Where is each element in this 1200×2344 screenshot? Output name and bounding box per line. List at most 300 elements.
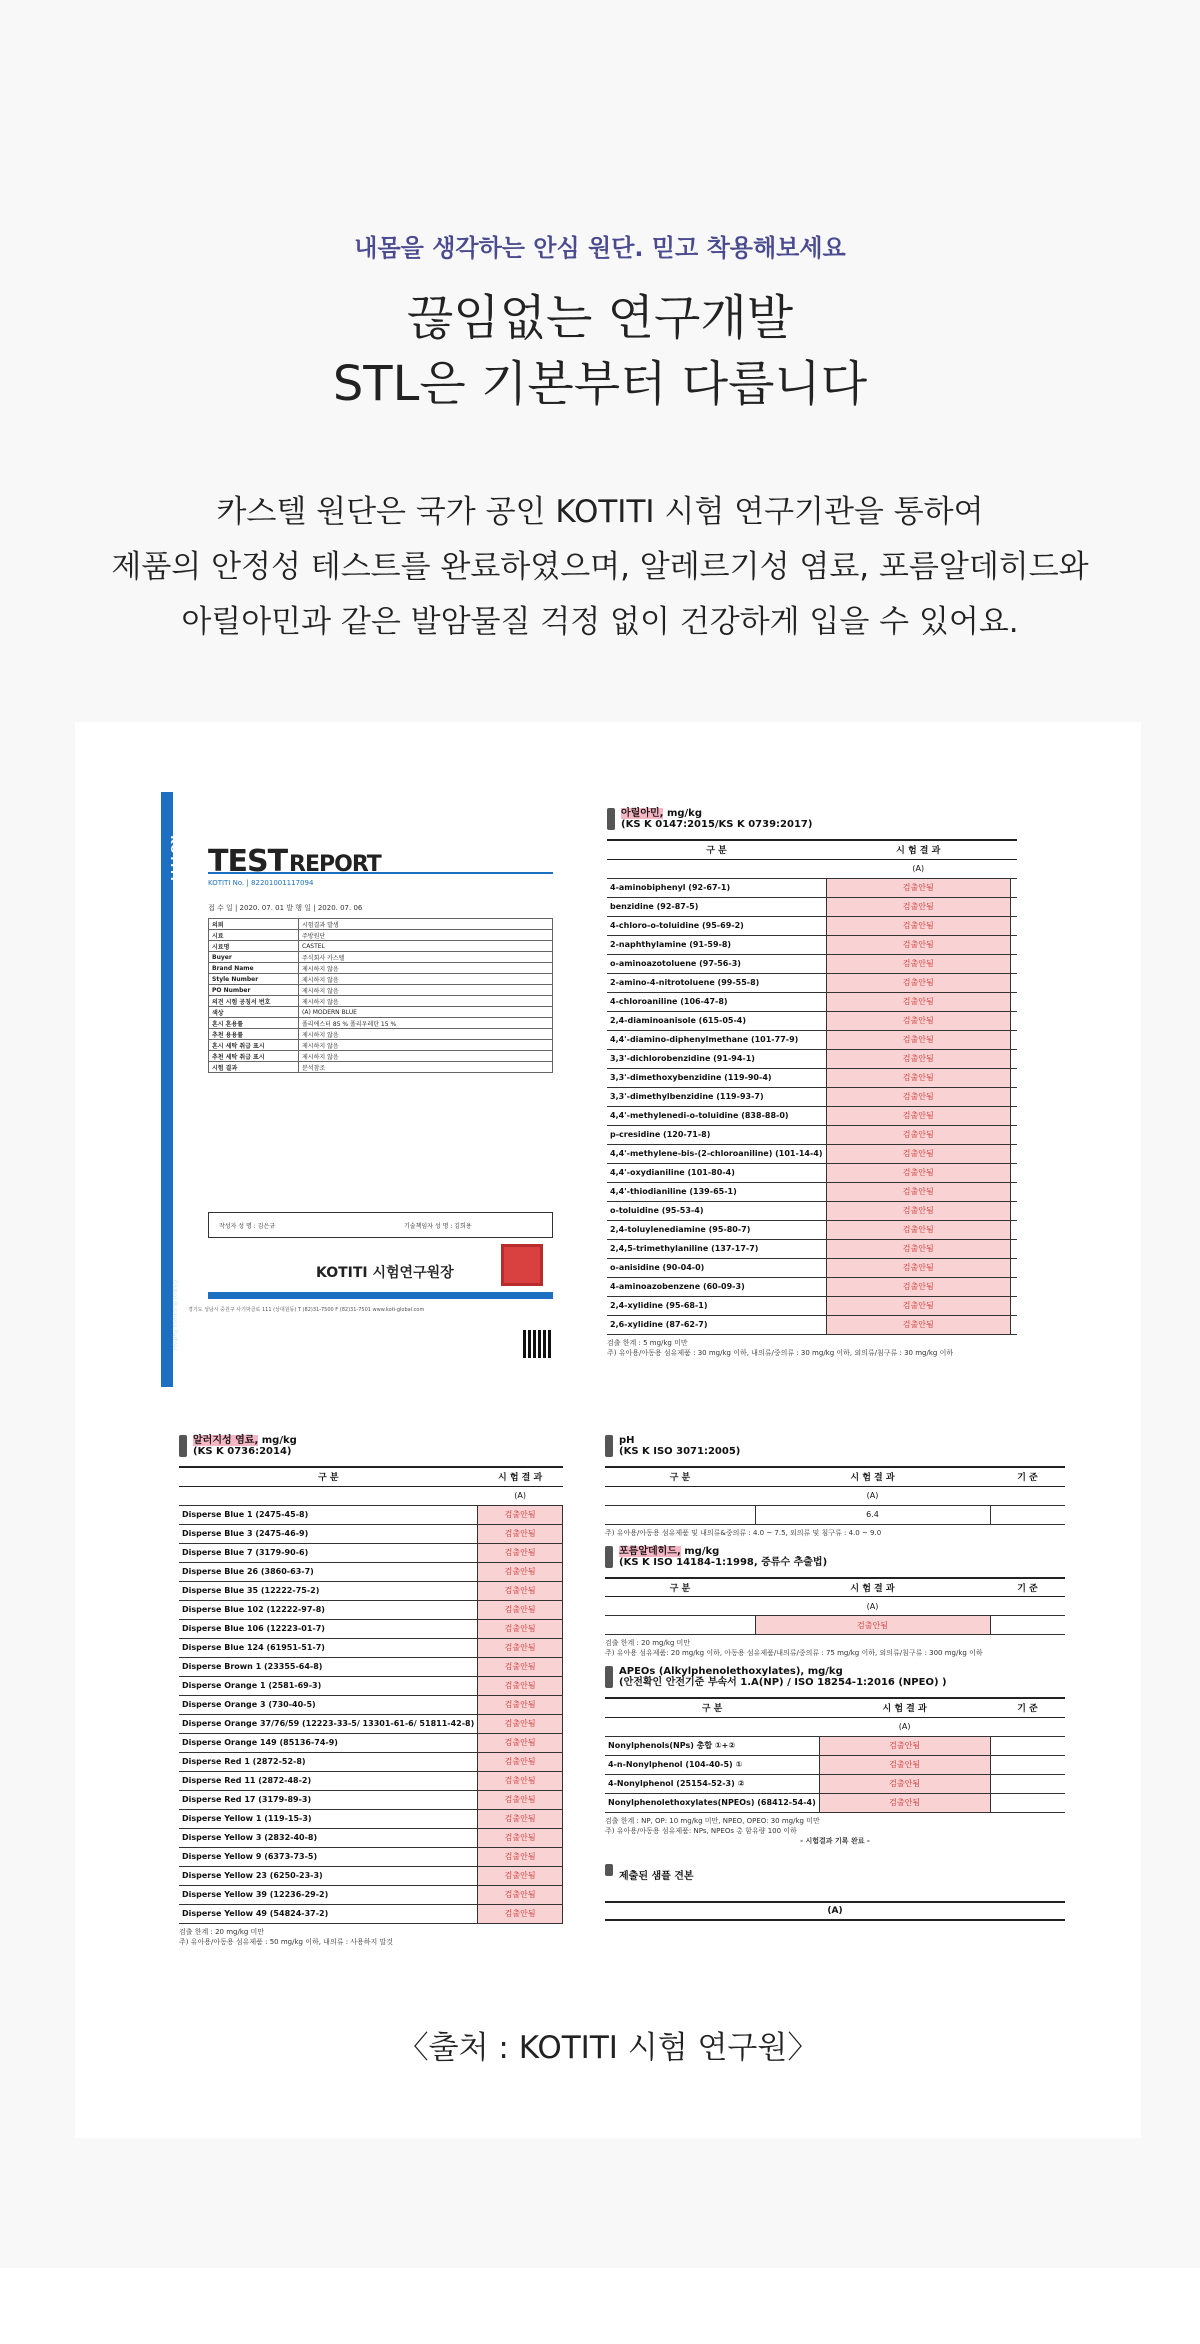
report-field-value: 제시하지 않음 bbox=[299, 974, 553, 985]
report-field-value: 제시하지 않음 bbox=[299, 1029, 553, 1040]
test-result: 검출안됨 bbox=[478, 1885, 563, 1904]
table-row bbox=[179, 1600, 563, 1619]
report-field-label: Brand Name bbox=[209, 963, 299, 974]
cell-blank bbox=[1011, 1087, 1018, 1106]
substance-name: 2,4,5-trimethylaniline (137-17-7) bbox=[607, 1239, 826, 1258]
table-row bbox=[607, 1068, 1017, 1087]
allergen-heading bbox=[179, 1435, 563, 1458]
cell-blank bbox=[605, 1486, 755, 1505]
table-row bbox=[607, 973, 1017, 992]
test-result: 검출안됨 bbox=[826, 935, 1011, 954]
substance-name: Disperse Red 11 (2872-48-2) bbox=[179, 1771, 478, 1790]
substance-name: Disperse Blue 7 (3179-90-6) bbox=[179, 1543, 478, 1562]
report-field-value: 분석참조 bbox=[299, 1062, 553, 1073]
test-result: 검출안됨 bbox=[826, 1258, 1011, 1277]
test-result: 검출안됨 bbox=[826, 1296, 1011, 1315]
table-row bbox=[179, 1847, 563, 1866]
report-field-label: 혼시 혼용률 bbox=[209, 1018, 299, 1029]
substance-name: 4,4'-diamino-diphenylmethane (101-77-9) bbox=[607, 1030, 826, 1049]
arylamine-heading bbox=[607, 808, 1017, 831]
table-row bbox=[605, 1793, 1065, 1812]
section-tag-icon bbox=[179, 1435, 187, 1457]
test-result: 검출안됨 bbox=[826, 1220, 1011, 1239]
cell-blank bbox=[1011, 1182, 1018, 1201]
report-field-value: 주식회사 카스텔 bbox=[299, 952, 553, 963]
report-footer: 경기도 성남시 중원구 사기막골로 111 (상대원동) T (82)31-7500 F (82)31-7501 www.koti-global.com bbox=[188, 1307, 425, 1313]
test-result: 검출안됨 bbox=[826, 992, 1011, 1011]
col-header: 시 험 결 과 bbox=[478, 1467, 563, 1486]
report-info-row bbox=[209, 996, 553, 1007]
substance-name: Disperse Yellow 1 (119-15-3) bbox=[179, 1809, 478, 1828]
arylamine-section bbox=[607, 808, 1017, 1358]
allergen-title-pink: 알러지성 염료, bbox=[193, 1435, 259, 1446]
formaldehyde-standard: (KS K ISO 14184-1:1998, 증류수 추출법) bbox=[619, 1556, 828, 1568]
cell-blank bbox=[1011, 954, 1018, 973]
section-title bbox=[0, 285, 1200, 417]
table-row bbox=[179, 1657, 563, 1676]
apeo-limit: 검출 한계 : NP, OP: 10 mg/kg 미만, NPEO, OPEO: 30 mg/kg 미만 bbox=[605, 1816, 820, 1825]
table-row bbox=[179, 1885, 563, 1904]
report-sig-right: 기술책임자 성 명 : 김희용 bbox=[404, 1223, 472, 1230]
title-line-1: 끊임없는 연구개발 bbox=[406, 290, 794, 346]
substance-name: 2,4-xylidine (95-68-1) bbox=[607, 1296, 826, 1315]
substance-name: Disperse Blue 106 (12223-01-7) bbox=[179, 1619, 478, 1638]
arylamine-table bbox=[607, 839, 1017, 1335]
substance-name: 4-aminoazobenzene (60-09-3) bbox=[607, 1277, 826, 1296]
cell-blank bbox=[990, 1774, 1065, 1793]
ph-value: 6.4 bbox=[755, 1505, 990, 1524]
cell-blank bbox=[1011, 935, 1018, 954]
substance-name: Disperse Red 1 (2872-52-8) bbox=[179, 1752, 478, 1771]
allergen-note: 주) 유아용/아동용 섬유제품 : 50 mg/kg 이하, 내의류 : 사용하지 말것 bbox=[179, 1937, 394, 1946]
test-result: 검출안됨 bbox=[478, 1752, 563, 1771]
substance-name: Disperse Yellow 23 (6250-23-3) bbox=[179, 1866, 478, 1885]
table-row bbox=[179, 1543, 563, 1562]
report-info-row bbox=[209, 1062, 553, 1073]
substance-name: 4,4'-thiodianiline (139-65-1) bbox=[607, 1182, 826, 1201]
col-header: 구 분 bbox=[607, 840, 826, 859]
apeo-end: - 시험결과 기록 완료 - bbox=[800, 1836, 870, 1845]
allergen-section bbox=[179, 1435, 563, 1947]
table-row bbox=[607, 1087, 1017, 1106]
substance-name: 3,3'-dimethylbenzidine (119-93-7) bbox=[607, 1087, 826, 1106]
test-result: 검출안됨 bbox=[478, 1676, 563, 1695]
test-result: 검출안됨 bbox=[826, 954, 1011, 973]
report-field-label: 추천 세탁 취급 표시 bbox=[209, 1051, 299, 1062]
substance-name: o-anisidine (90-04-0) bbox=[607, 1258, 826, 1277]
arylamine-limit: 검출 한계 : 5 mg/kg 미만 bbox=[607, 1338, 688, 1347]
apeo-title-text: APEOs (Alkylphenolethoxylates), mg/kg bbox=[619, 1666, 843, 1677]
test-result: 검출안됨 bbox=[826, 1182, 1011, 1201]
substance-name: 3,3'-dimethoxybenzidine (119-90-4) bbox=[607, 1068, 826, 1087]
test-result: 검출안됨 bbox=[819, 1736, 990, 1755]
test-result: 검출안됨 bbox=[826, 1144, 1011, 1163]
substance-name: 4,4'-methylene-bis-(2-chloroaniline) (101-14-4) bbox=[607, 1144, 826, 1163]
table-row bbox=[607, 1315, 1017, 1334]
intro-text bbox=[0, 485, 1200, 650]
cell-blank bbox=[605, 1616, 755, 1635]
table-row bbox=[179, 1638, 563, 1657]
apeo-note: 주) 유아용/아동용 섬유제품: NPs, NPEOs 총 함유량 100 이하 bbox=[605, 1826, 797, 1835]
test-result: 검출안됨 bbox=[478, 1771, 563, 1790]
table-row bbox=[607, 1182, 1017, 1201]
report-signature-box bbox=[208, 1212, 553, 1238]
ph-title-text: pH bbox=[619, 1435, 635, 1446]
table-row bbox=[607, 1049, 1017, 1068]
table-row bbox=[607, 1239, 1017, 1258]
formaldehyde-title bbox=[619, 1546, 827, 1568]
substance-name: Disperse Red 17 (3179-89-3) bbox=[179, 1790, 478, 1809]
table-row bbox=[607, 916, 1017, 935]
col-header: 기 준 bbox=[990, 1698, 1065, 1717]
substance-name: 2-naphthylamine (91-59-8) bbox=[607, 935, 826, 954]
table-row bbox=[179, 1733, 563, 1752]
report-info-row bbox=[209, 1029, 553, 1040]
col-header: 구 분 bbox=[605, 1698, 819, 1717]
cell-blank bbox=[1011, 1201, 1018, 1220]
report-field-label: 의뢰 bbox=[209, 919, 299, 930]
table-row bbox=[607, 1144, 1017, 1163]
test-result: 검출안됨 bbox=[478, 1505, 563, 1524]
substance-name: Disperse Orange 1 (2581-69-3) bbox=[179, 1676, 478, 1695]
report-field-label: Buyer bbox=[209, 952, 299, 963]
apeo-heading bbox=[605, 1666, 1065, 1689]
page-bottom-band bbox=[0, 2268, 1200, 2344]
report-info-row bbox=[209, 930, 553, 941]
title-line-2: STL은 기본부터 다릅니다 bbox=[332, 356, 868, 412]
test-result: 검출안됨 bbox=[478, 1828, 563, 1847]
photo-sample-label: (A) bbox=[827, 1905, 843, 1916]
table-row bbox=[179, 1866, 563, 1885]
test-result: 검출안됨 bbox=[819, 1793, 990, 1812]
report-field-value: 제시하지 않음 bbox=[299, 1040, 553, 1051]
report-info-row bbox=[209, 1051, 553, 1062]
cell-blank bbox=[990, 1717, 1065, 1736]
section-subtitle: 내몸을 생각하는 안심 원단. 믿고 착용해보세요 bbox=[354, 234, 846, 262]
sample-label: (A) bbox=[755, 1597, 990, 1616]
test-result: 검출안됨 bbox=[478, 1524, 563, 1543]
cell-blank bbox=[605, 1505, 755, 1524]
cell-blank bbox=[990, 1793, 1065, 1812]
table-row bbox=[607, 1201, 1017, 1220]
substance-name: Nonylphenols(NPs) 총합 ①+② bbox=[605, 1736, 819, 1755]
intro-line-3: 아릴아민과 같은 발암물질 걱정 없이 건강하게 입을 수 있어요. bbox=[181, 604, 1019, 640]
sample-label: (A) bbox=[478, 1486, 563, 1505]
table-row bbox=[605, 1755, 1065, 1774]
substance-name: 4-aminobiphenyl (92-67-1) bbox=[607, 878, 826, 897]
cell-blank bbox=[1011, 1049, 1018, 1068]
table-row bbox=[179, 1581, 563, 1600]
cell-blank bbox=[1011, 1239, 1018, 1258]
cell-blank bbox=[1011, 1315, 1018, 1334]
sample-label: (A) bbox=[819, 1717, 990, 1736]
table-row bbox=[607, 935, 1017, 954]
arylamine-title-unit: mg/kg bbox=[666, 808, 702, 819]
table-row bbox=[607, 897, 1017, 916]
report-info-row bbox=[209, 919, 553, 930]
table-row bbox=[607, 1106, 1017, 1125]
test-result: 검출안됨 bbox=[826, 1315, 1011, 1334]
col-header-blank bbox=[1011, 840, 1018, 859]
substance-name: Disperse Orange 3 (730-40-5) bbox=[179, 1695, 478, 1714]
cell-blank bbox=[1011, 897, 1018, 916]
section-tag-icon bbox=[605, 1864, 613, 1876]
certificate-panel bbox=[75, 722, 1141, 2138]
ph-section bbox=[605, 1435, 1065, 1921]
report-field-label: Style Number bbox=[209, 974, 299, 985]
table-row bbox=[607, 1030, 1017, 1049]
report-title-report: REPORT bbox=[289, 852, 381, 877]
table-row bbox=[607, 1125, 1017, 1144]
col-header: 시 험 결 과 bbox=[755, 1467, 990, 1486]
cell-blank bbox=[990, 1736, 1065, 1755]
report-info-row bbox=[209, 985, 553, 996]
table-row bbox=[179, 1714, 563, 1733]
test-result: 검출안됨 bbox=[478, 1657, 563, 1676]
report-field-value: 제시하지 않음 bbox=[299, 996, 553, 1007]
intro-line-1: 카스텔 원단은 국가 공인 KOTITI 시험 연구기관을 통하여 bbox=[216, 494, 984, 530]
report-field-label: 시료 bbox=[209, 930, 299, 941]
report-field-label: 의견 시험 공칭서 번호 bbox=[209, 996, 299, 1007]
cell-blank bbox=[1011, 992, 1018, 1011]
col-header: 기 준 bbox=[990, 1467, 1065, 1486]
test-result: 검출안됨 bbox=[826, 1049, 1011, 1068]
cell-blank bbox=[990, 1597, 1065, 1616]
table-row bbox=[607, 1220, 1017, 1239]
table-row bbox=[607, 992, 1017, 1011]
table-row bbox=[179, 1904, 563, 1923]
substance-name: 2,6-xylidine (87-62-7) bbox=[607, 1315, 826, 1334]
test-result: 검출안됨 bbox=[478, 1695, 563, 1714]
table-row bbox=[179, 1695, 563, 1714]
report-info-row bbox=[209, 952, 553, 963]
cell-blank bbox=[1011, 1144, 1018, 1163]
table-row bbox=[179, 1619, 563, 1638]
test-result: 검출안됨 bbox=[478, 1562, 563, 1581]
report-field-label: 추천 용용률 bbox=[209, 1029, 299, 1040]
table-row bbox=[607, 1296, 1017, 1315]
allergen-table bbox=[179, 1466, 563, 1924]
intro-line-2: 제품의 안정성 테스트를 완료하였으며, 알레르기성 염료, 포름알데히드와 bbox=[111, 549, 1089, 585]
col-header: 기 준 bbox=[990, 1578, 1065, 1597]
report-side-band bbox=[161, 792, 181, 1387]
cell-blank bbox=[1011, 859, 1018, 878]
test-result: 검출안됨 bbox=[826, 1125, 1011, 1144]
substance-name: Disperse Orange 149 (85136-74-9) bbox=[179, 1733, 478, 1752]
test-result: 검출안됨 bbox=[819, 1774, 990, 1793]
substance-name: o-aminoazotoluene (97-56-3) bbox=[607, 954, 826, 973]
photo-title: 제출된 샘플 견본 bbox=[619, 1870, 694, 1882]
formaldehyde-note: 주) 유아용 섬유제품: 20 mg/kg 이하, 아동용 섬유제품/내의류/중의류 : 75 mg/kg 이하, 외의류/침구류 : 300 mg/kg 이하 bbox=[605, 1649, 983, 1657]
report-meta bbox=[208, 878, 362, 914]
test-result: 검출안됨 bbox=[478, 1904, 563, 1923]
report-number: KOTITI No. | 82201001117094 bbox=[208, 879, 314, 887]
report-dates: 접 수 일 | 2020. 07. 01 발 행 일 | 2020. 07. 06 bbox=[208, 904, 363, 912]
substance-name: Disperse Blue 35 (12222-75-2) bbox=[179, 1581, 478, 1600]
table-row bbox=[605, 1774, 1065, 1793]
table-row bbox=[179, 1562, 563, 1581]
substance-name: Disperse Blue 1 (2475-45-8) bbox=[179, 1505, 478, 1524]
test-result: 검출안됨 bbox=[826, 1011, 1011, 1030]
cell-blank bbox=[1011, 1068, 1018, 1087]
report-info-row bbox=[209, 941, 553, 952]
table-row bbox=[179, 1752, 563, 1771]
arylamine-title bbox=[621, 808, 812, 830]
test-result: 검출안됨 bbox=[478, 1866, 563, 1885]
substance-name: 3,3'-dichlorobenzidine (91-94-1) bbox=[607, 1049, 826, 1068]
substance-name: Disperse Yellow 39 (12236-29-2) bbox=[179, 1885, 478, 1904]
substance-name: Disperse Brown 1 (23355-64-8) bbox=[179, 1657, 478, 1676]
report-info-row bbox=[209, 1007, 553, 1018]
test-result: 검출안됨 bbox=[819, 1755, 990, 1774]
report-field-label: PO Number bbox=[209, 985, 299, 996]
report-field-label: 시험 결과 bbox=[209, 1062, 299, 1073]
formaldehyde-title-unit: mg/kg bbox=[684, 1545, 720, 1557]
test-report-cover bbox=[161, 792, 556, 1387]
section-tag-icon bbox=[605, 1666, 613, 1688]
col-header: 시 험 결 과 bbox=[755, 1578, 990, 1597]
formaldehyde-table bbox=[605, 1577, 1065, 1636]
test-result: 검출안됨 bbox=[826, 1239, 1011, 1258]
table-row bbox=[607, 1163, 1017, 1182]
substance-name: Disperse Orange 37/76/59 (12223-33-5/ 13301-61-6/ 51811-42-8) bbox=[179, 1714, 478, 1733]
substance-name: Disperse Yellow 3 (2832-40-8) bbox=[179, 1828, 478, 1847]
sample-row-blank bbox=[607, 859, 826, 878]
ph-table bbox=[605, 1466, 1065, 1525]
apeo-title bbox=[619, 1666, 947, 1688]
substance-name: 4,4'-methylenedi-o-toluidine (838-88-0) bbox=[607, 1106, 826, 1125]
table-row bbox=[607, 1277, 1017, 1296]
test-result: 검출안됨 bbox=[826, 1201, 1011, 1220]
substance-name: 4,4'-oxydianiline (101-80-4) bbox=[607, 1163, 826, 1182]
allergen-limit: 검출 한계 : 20 mg/kg 미만 bbox=[179, 1927, 265, 1936]
sample-label: (A) bbox=[826, 859, 1011, 878]
cell-blank bbox=[1011, 973, 1018, 992]
test-result: 검출안됨 bbox=[478, 1847, 563, 1866]
col-header: 시 험 결 과 bbox=[826, 840, 1011, 859]
test-result: 검출안됨 bbox=[478, 1714, 563, 1733]
allergen-title bbox=[193, 1435, 297, 1457]
photo-sample-box bbox=[605, 1901, 1065, 1921]
test-result: 검출안됨 bbox=[826, 1030, 1011, 1049]
table-row bbox=[605, 1736, 1065, 1755]
test-result: 검출안됨 bbox=[826, 973, 1011, 992]
substance-name: 4-chloro-o-toluidine (95-69-2) bbox=[607, 916, 826, 935]
test-result: 검출안됨 bbox=[826, 916, 1011, 935]
test-result: 검출안됨 bbox=[478, 1809, 563, 1828]
test-result: 검출안됨 bbox=[478, 1581, 563, 1600]
test-result: 검출안됨 bbox=[478, 1619, 563, 1638]
report-blue-rule bbox=[208, 1292, 553, 1299]
section-tag-icon bbox=[605, 1546, 613, 1568]
arylamine-title-pink: 아릴아민, bbox=[621, 808, 664, 819]
cell-blank bbox=[1011, 1030, 1018, 1049]
report-info-table bbox=[208, 918, 553, 1073]
report-field-value: 시험결과 발생 bbox=[299, 919, 553, 930]
arylamine-note: 주) 유아용/아동용 섬유제품 : 30 mg/kg 이하, 내의류/중의류 : 30 mg/kg 이하, 외의류/침구류 : 30 mg/kg 이하 bbox=[607, 1348, 954, 1357]
cell-blank bbox=[1011, 916, 1018, 935]
sample-row-blank bbox=[179, 1486, 478, 1505]
cell-blank bbox=[1011, 878, 1018, 897]
arylamine-standard: (KS K 0147:2015/KS K 0739:2017) bbox=[621, 819, 813, 830]
cell-blank bbox=[1011, 1011, 1018, 1030]
qr-code-icon bbox=[523, 1330, 551, 1358]
col-header: 구 분 bbox=[605, 1467, 755, 1486]
ph-note: 주) 유아용/아동용 섬유제품 및 내의류&중의류 : 4.0 ~ 7.5, 외의류 및 침구류 : 4.0 ~ 9.0 bbox=[605, 1528, 882, 1537]
report-field-value: CASTEL bbox=[299, 941, 553, 952]
report-sig-left: 작성자 성 명 : 김은규 bbox=[219, 1223, 276, 1230]
ph-heading bbox=[605, 1435, 1065, 1458]
ph-standard: (KS K ISO 3071:2005) bbox=[619, 1446, 741, 1457]
cell-blank bbox=[605, 1597, 755, 1616]
report-field-value: (A) MODERN BLUE bbox=[299, 1007, 553, 1018]
photo-heading bbox=[605, 1864, 1065, 1883]
report-signer: KOTITI 시험연구원장 bbox=[316, 1265, 454, 1281]
test-result: 검출안됨 bbox=[826, 1106, 1011, 1125]
report-info-row bbox=[209, 974, 553, 985]
report-field-value: 제시하지 않음 bbox=[299, 963, 553, 974]
substance-name: 2,4-diaminoanisole (615-05-4) bbox=[607, 1011, 826, 1030]
cell-blank bbox=[1011, 1220, 1018, 1239]
cell-blank bbox=[1011, 1106, 1018, 1125]
table-row bbox=[179, 1524, 563, 1543]
table-row bbox=[179, 1771, 563, 1790]
sample-label: (A) bbox=[755, 1486, 990, 1505]
report-seal-stamp bbox=[501, 1244, 543, 1286]
test-result: 검출안됨 bbox=[826, 1277, 1011, 1296]
apeo-standard: (안전확인 안전기준 부속서 1.A(NP) / ISO 18254-1:2016 (NPEO) ) bbox=[619, 1677, 947, 1688]
report-info-row bbox=[209, 1018, 553, 1029]
report-field-value: 주방원단 bbox=[299, 930, 553, 941]
test-result: 검출안됨 bbox=[478, 1600, 563, 1619]
ph-title bbox=[619, 1435, 740, 1457]
formaldehyde-heading bbox=[605, 1546, 1065, 1569]
cell-blank bbox=[1011, 1125, 1018, 1144]
formaldehyde-result: 검출안됨 bbox=[755, 1616, 990, 1635]
substance-name: o-toluidine (95-53-4) bbox=[607, 1201, 826, 1220]
substance-name: 4-n-Nonylphenol (104-40-5) ① bbox=[605, 1755, 819, 1774]
cell-blank bbox=[1011, 1277, 1018, 1296]
substance-name: 4-Nonylphenol (25154-52-3) ② bbox=[605, 1774, 819, 1793]
report-side-sub: Global Business Partner bbox=[171, 1279, 179, 1352]
cell-blank bbox=[990, 1616, 1065, 1635]
substance-name: 2,4-toluylenediamine (95-80-7) bbox=[607, 1220, 826, 1239]
col-header: 시 험 결 과 bbox=[819, 1698, 990, 1717]
cell-blank bbox=[605, 1717, 819, 1736]
section-tag-icon bbox=[607, 808, 615, 830]
report-field-label: 시료명 bbox=[209, 941, 299, 952]
section-tag-icon bbox=[605, 1435, 613, 1457]
cell-blank bbox=[1011, 1163, 1018, 1182]
table-row bbox=[607, 1011, 1017, 1030]
report-field-value: 제시하지 않음 bbox=[299, 985, 553, 996]
test-result: 검출안됨 bbox=[826, 897, 1011, 916]
report-title-test: TEST bbox=[208, 844, 288, 879]
table-row bbox=[607, 954, 1017, 973]
cell-blank bbox=[990, 1505, 1065, 1524]
substance-name: 2-amino-4-nitrotoluene (99-55-8) bbox=[607, 973, 826, 992]
substance-name: Nonylphenolethoxylates(NPEOs) (68412-54-4) bbox=[605, 1793, 819, 1812]
substance-name: 4-chloroaniline (106-47-8) bbox=[607, 992, 826, 1011]
table-row bbox=[179, 1505, 563, 1524]
substance-name: Disperse Blue 26 (3860-63-7) bbox=[179, 1562, 478, 1581]
formaldehyde-limit: 검출 한계 : 20 mg/kg 미만 bbox=[605, 1639, 691, 1647]
report-info-row bbox=[209, 1040, 553, 1051]
formaldehyde-title-pink: 포름알데히드, bbox=[619, 1545, 681, 1557]
substance-name: p-cresidine (120-71-8) bbox=[607, 1125, 826, 1144]
substance-name: Disperse Yellow 49 (54824-37-2) bbox=[179, 1904, 478, 1923]
test-result: 검출안됨 bbox=[826, 1068, 1011, 1087]
